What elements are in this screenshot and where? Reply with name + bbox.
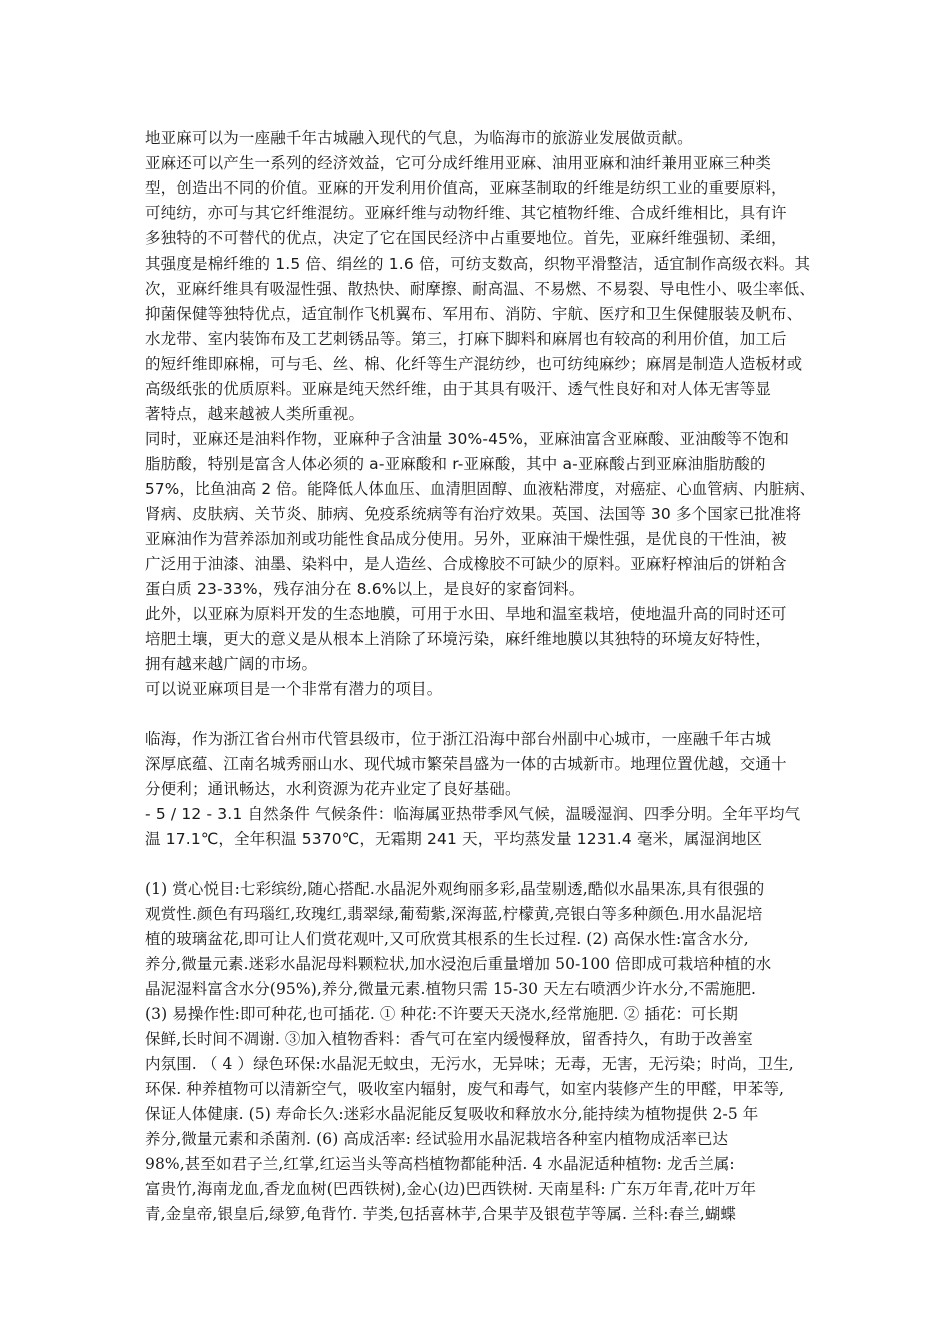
paragraph-line: - 5 / 12 - 3.1 自然条件 气候条件：临海属亚热带季风气候，温暖湿润、四季分明。全年平均气: [145, 805, 801, 823]
paragraph-line: 深厚底蕴、江南名城秀丽山水、现代城市繁荣昌盛为一体的古城新市。地理位置优越，交通十: [145, 755, 787, 773]
paragraph-line: 蛋白质 23-33%，残存油分在 8.6%以上，是良好的家畜饲料。: [145, 580, 585, 598]
paragraph-line: 亚麻还可以产生一系列的经济效益，它可分成纤维用亚麻、油用亚麻和油纤兼用亚麻三种类: [145, 154, 772, 172]
paragraph-line: 保鲜,长时间不凋谢. ③加入植物香料：香气可在室内缓慢释放，留香持久，有助于改善室: [145, 1030, 753, 1048]
paragraph-line: 养分,微量元素.迷彩水晶泥母料颗粒状,加水浸泡后重量增加 50-100 倍即成可栽培种植的水: [145, 955, 772, 973]
paragraph-line: (1) 赏心悦目:七彩缤纷,随心搭配.水晶泥外观绚丽多彩,晶莹剔透,酷似水晶果冻,具有很强的: [145, 880, 765, 898]
paragraph-line: 高级纸张的优质原料。亚麻是纯天然纤维，由于其具有吸汗、透气性良好和对人体无害等显: [145, 380, 772, 398]
paragraph-line: 其强度是棉纤维的 1.5 倍、绢丝的 1.6 倍，可纺支数高，织物平滑整洁，适宜制作高级衣料。其: [145, 255, 811, 273]
paragraph-line: 多独特的不可替代的优点，决定了它在国民经济中占重要地位。首先，亚麻纤维强韧、柔细，: [145, 229, 787, 247]
paragraph-line: 98%,甚至如君子兰,红掌,红运当头等高档植物都能种活. 4 水晶泥适种植物: 龙舌兰属:: [145, 1155, 735, 1173]
paragraph-line: 环保. 种养植物可以清新空气，吸收室内辐射，废气和毒气，如室内装修产生的甲醛，甲苯等,: [145, 1080, 785, 1098]
paragraph-line: 可纯纺，亦可与其它纤维混纺。亚麻纤维与动物纤维、其它植物纤维、合成纤维相比，具有许: [145, 204, 787, 222]
paragraph-line: 地亚麻可以为一座融千年古城融入现代的气息，为临海市的旅游业发展做贡献。: [145, 129, 693, 147]
paragraph-line: 内氛围. （ 4 ）绿色环保:水晶泥无蚊虫，无污水，无异味；无毒，无害，无污染；时尚，卫生,: [145, 1055, 794, 1073]
paragraph-line: 型，创造出不同的价值。亚麻的开发利用价值高，亚麻茎制取的纤维是纺织工业的重要原料，: [145, 179, 787, 197]
paragraph-line: 拥有越来越广阔的市场。: [145, 655, 318, 673]
paragraph-line: 观赏性.颜色有玛瑙红,玫瑰红,翡翠绿,葡萄紫,深海蓝,柠檬黄,亮银白等多种颜色.用水晶泥培: [145, 905, 763, 923]
paragraph-line: 植的玻璃盆花,即可让人们赏花观叶,又可欣赏其根系的生长过程. (2) 高保水性:富含水分,: [145, 930, 749, 948]
paragraph-line: 57%，比鱼油高 2 倍。能降低人体血压、血清胆固醇、血液粘滞度，对癌症、心血管病、内脏病、: [145, 480, 816, 498]
paragraph-line: 临海，作为浙江省台州市代管县级市，位于浙江沿海中部台州副中心城市，一座融千年古城: [145, 730, 772, 748]
paragraph-line: 温 17.1℃，全年积温 5370℃，无霜期 241 天，平均蒸发量 1231.4 毫米，属湿润地区: [145, 830, 763, 848]
paragraph-line: 晶泥湿料富含水分(95%),养分,微量元素.植物只需 15-30 天左右喷洒少许水分,不需施肥.: [145, 980, 757, 998]
paragraph-line: 的短纤维即麻棉，可与毛、丝、棉、化纤等生产混纺纱，也可纺纯麻纱；麻屑是制造人造板材或: [145, 355, 803, 373]
paragraph-line: 著特点，越来越被人类所重视。: [145, 405, 365, 423]
paragraph-line: 抑菌保健等独特优点，适宜制作飞机翼布、军用布、消防、宇航、医疗和卫生保健服装及帆布、: [145, 305, 803, 323]
paragraph-line: 水龙带、室内装饰布及工艺刺锈品等。第三，打麻下脚料和麻屑也有较高的利用价值，加工后: [145, 330, 787, 348]
paragraph-line: 亚麻油作为营养添加剂或功能性食品成分使用。另外，亚麻油干燥性强，是优良的干性油，被: [145, 530, 787, 548]
paragraph-line: (3) 易操作性:即可种花,也可插花. ① 种花:不许要天天浇水,经常施肥. ② 插花：可长期: [145, 1005, 738, 1023]
paragraph-line: 次，亚麻纤维具有吸湿性强、散热快、耐摩擦、耐高温、不易燃、不易裂、导电性小、吸尘率低、: [145, 280, 815, 298]
paragraph-line: 肾病、皮肤病、关节炎、肺病、免疫系统病等有治疗效果。英国、法国等 30 多个国家已批准将: [145, 505, 802, 523]
paragraph-line: 同时，亚麻还是油料作物，亚麻种子含油量 30%-45%，亚麻油富含亚麻酸、亚油酸等不饱和: [145, 430, 790, 448]
paragraph-line: 脂肪酸，特别是富含人体必须的 a-亚麻酸和 r-亚麻酸，其中 a-亚麻酸占到亚麻油脂肪酸的: [145, 455, 766, 473]
paragraph-line: 广泛用于油漆、油墨、染料中，是人造丝、合成橡胶不可缺少的原料。亚麻籽榨油后的饼粕含: [145, 555, 787, 573]
paragraph-line: 培肥土壤，更大的意义是从根本上消除了环境污染，麻纤维地膜以其独特的环境友好特性，: [145, 630, 772, 648]
paragraph-line: 保证人体健康. (5) 寿命长久:迷彩水晶泥能反复吸收和释放水分,能持续为植物提供 2-5 年: [145, 1105, 759, 1123]
paragraph-line: 青,金皇帝,银皇后,绿箩,龟背竹. 芋类,包括喜林芋,合果芋及银苞芋等属. 兰科:春兰,蝴蝶: [145, 1205, 737, 1223]
paragraph-line: 富贵竹,海南龙血,香龙血树(巴西铁树),金心(边)巴西铁树. 天南星科: 广东万年青,花叶万年: [145, 1180, 757, 1198]
paragraph-line: 养分,微量元素和杀菌剂. (6) 高成活率: 经试验用水晶泥栽培各种室内植物成活率已达: [145, 1130, 729, 1148]
paragraph-line: 可以说亚麻项目是一个非常有潜力的项目。: [145, 680, 443, 698]
paragraph-line: 此外，以亚麻为原料开发的生态地膜，可用于水田、旱地和温室栽培，使地温升高的同时还可: [145, 605, 787, 623]
paragraph-line: 分便利；通讯畅达，水利资源为花卉业定了良好基础。: [145, 780, 521, 798]
